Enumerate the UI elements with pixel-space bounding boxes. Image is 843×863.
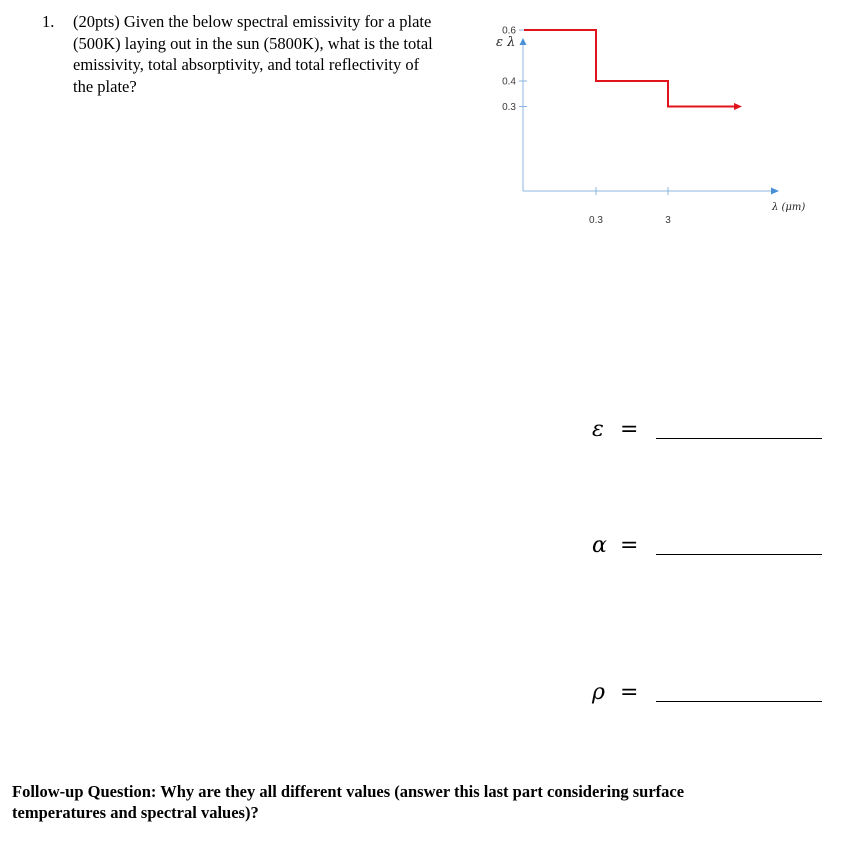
x-tick-label: 3: [665, 215, 671, 226]
question-line: emissivity, total absorptivity, and total reflectivity of: [73, 55, 420, 74]
y-axis-label: ε λ: [496, 35, 516, 50]
equals-sign: =: [620, 417, 639, 442]
followup-question: [12, 781, 792, 823]
question-number: 1.: [42, 12, 55, 31]
question-line: (20pts) Given the below spectral emissivity for a plate: [73, 12, 432, 31]
series-arrow-icon: [734, 103, 742, 110]
x-axis-arrow-icon: [771, 188, 779, 195]
answer-row: [592, 677, 822, 705]
equals-sign: =: [620, 680, 639, 705]
question-line: the plate?: [73, 76, 137, 96]
x-tick-label: 0.3: [589, 215, 603, 226]
series-layer: [524, 30, 742, 110]
y-tick-label: 0.6: [502, 25, 516, 37]
answer-row: [592, 530, 822, 558]
equals-sign: =: [620, 533, 639, 558]
followup-line: Follow-up Question: Why are they all different values (answer this last part considering surface: [12, 782, 685, 801]
answer-symbol: α: [592, 533, 607, 558]
answer-symbol: ε: [592, 417, 604, 442]
answer-blank[interactable]: [656, 554, 822, 555]
followup-line: temperatures and spectral values)?: [12, 803, 259, 822]
question-text: [73, 11, 473, 97]
y-axis-arrow-icon: [520, 38, 527, 45]
answer-blank[interactable]: [656, 438, 822, 439]
answer-blank[interactable]: [656, 701, 822, 702]
question-line: (500K) laying out in the sun (5800K), what is the total: [73, 33, 433, 53]
x-axis-label: λ (μm): [772, 202, 806, 213]
x-ticks: [589, 187, 671, 226]
answer-symbol: ρ: [592, 680, 605, 705]
y-tick-label: 0.4: [502, 76, 516, 88]
y-tick-label: 0.3: [502, 102, 516, 113]
emissivity-step-line: [524, 30, 736, 107]
spectral-emissivity-chart: [470, 20, 820, 235]
answer-row: [592, 414, 822, 442]
